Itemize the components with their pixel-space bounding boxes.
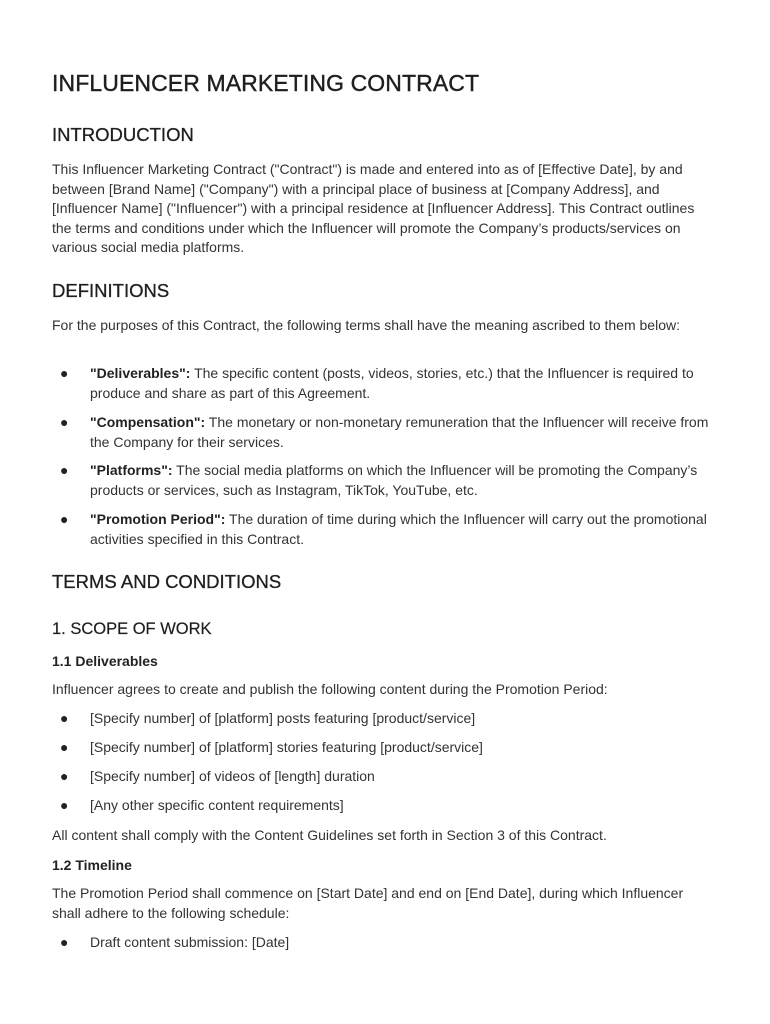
deliverable-item	[52, 796, 712, 816]
timeline-text: Draft content submission: [Date]	[90, 934, 290, 950]
definition-item-promotion-period	[52, 510, 712, 549]
bullet-icon: ●	[60, 365, 69, 381]
deliverables-heading: 1.1 Deliverables	[52, 653, 158, 669]
timeline-heading: 1.2 Timeline	[52, 857, 132, 873]
definition-text: The specific content (posts, videos, stories, etc.) that the Influencer is required to produce and share as part of this Agreement.	[90, 365, 694, 401]
definition-text: The duration of time during which the Influencer will carry out the promotional activities specified in this Contract.	[90, 511, 707, 547]
bullet-icon: ●	[60, 414, 69, 430]
introduction-paragraph: This Influencer Marketing Contract ("Contract") is made and entered into as of [Effective Date], by and between [Brand Name] ("Company") with a principal place of business at [Company Address], and [Influencer Name] ("Influencer") with a principal residence at [Influencer Address]. This Contract outlines the terms and conditions under which the Influencer will promote the Company’s products/services on various social media platforms.	[52, 161, 695, 256]
deliverables-intro: Influencer agrees to create and publish the following content during the Promotion Period:	[52, 681, 608, 697]
bullet-icon: ●	[60, 511, 69, 527]
deliverable-text: [Any other specific content requirements]	[90, 797, 344, 813]
definition-item-deliverables	[52, 364, 712, 403]
terms-heading: TERMS AND CONDITIONS	[52, 571, 282, 592]
deliverable-item	[52, 709, 712, 729]
introduction-heading: INTRODUCTION	[52, 124, 194, 145]
timeline-intro: The Promotion Period shall commence on [Start Date] and end on [End Date], during which Influencer shall adhere to the following schedule:	[52, 885, 684, 921]
deliverable-item	[52, 738, 712, 758]
deliverable-text: [Specify number] of [platform] posts featuring [product/service]	[90, 710, 476, 726]
definition-text: The monetary or non-monetary remuneration that the Influencer will receive from the Company for their services.	[90, 414, 709, 450]
definition-term: "Compensation":	[90, 414, 206, 430]
deliverable-text: [Specify number] of [platform] stories featuring [product/service]	[90, 739, 483, 755]
bullet-icon: ●	[60, 797, 69, 813]
deliverables-note: All content shall comply with the Content Guidelines set forth in Section 3 of this Contract.	[52, 827, 607, 843]
definitions-intro: For the purposes of this Contract, the following terms shall have the meaning ascribed to them below:	[52, 317, 680, 333]
definition-item-platforms	[52, 461, 712, 500]
document-title: INFLUENCER MARKETING CONTRACT	[52, 70, 480, 96]
bullet-icon: ●	[60, 934, 69, 950]
definitions-heading: DEFINITIONS	[52, 280, 170, 301]
definition-term: "Deliverables":	[90, 365, 191, 381]
deliverable-text: [Specify number] of videos of [length] duration	[90, 768, 375, 784]
timeline-item	[52, 933, 712, 953]
definition-term: "Promotion Period":	[90, 511, 226, 527]
scope-of-work-heading: 1. SCOPE OF WORK	[52, 620, 212, 638]
bullet-icon: ●	[60, 462, 69, 478]
bullet-icon: ●	[60, 739, 69, 755]
definition-text: The social media platforms on which the Influencer will be promoting the Company’s products or services, such as Instagram, TikTok, YouTube, etc.	[90, 462, 698, 498]
definition-term: "Platforms":	[90, 462, 173, 478]
definition-item-compensation	[52, 413, 712, 452]
bullet-icon: ●	[60, 710, 69, 726]
deliverable-item	[52, 767, 712, 787]
bullet-icon: ●	[60, 768, 69, 784]
